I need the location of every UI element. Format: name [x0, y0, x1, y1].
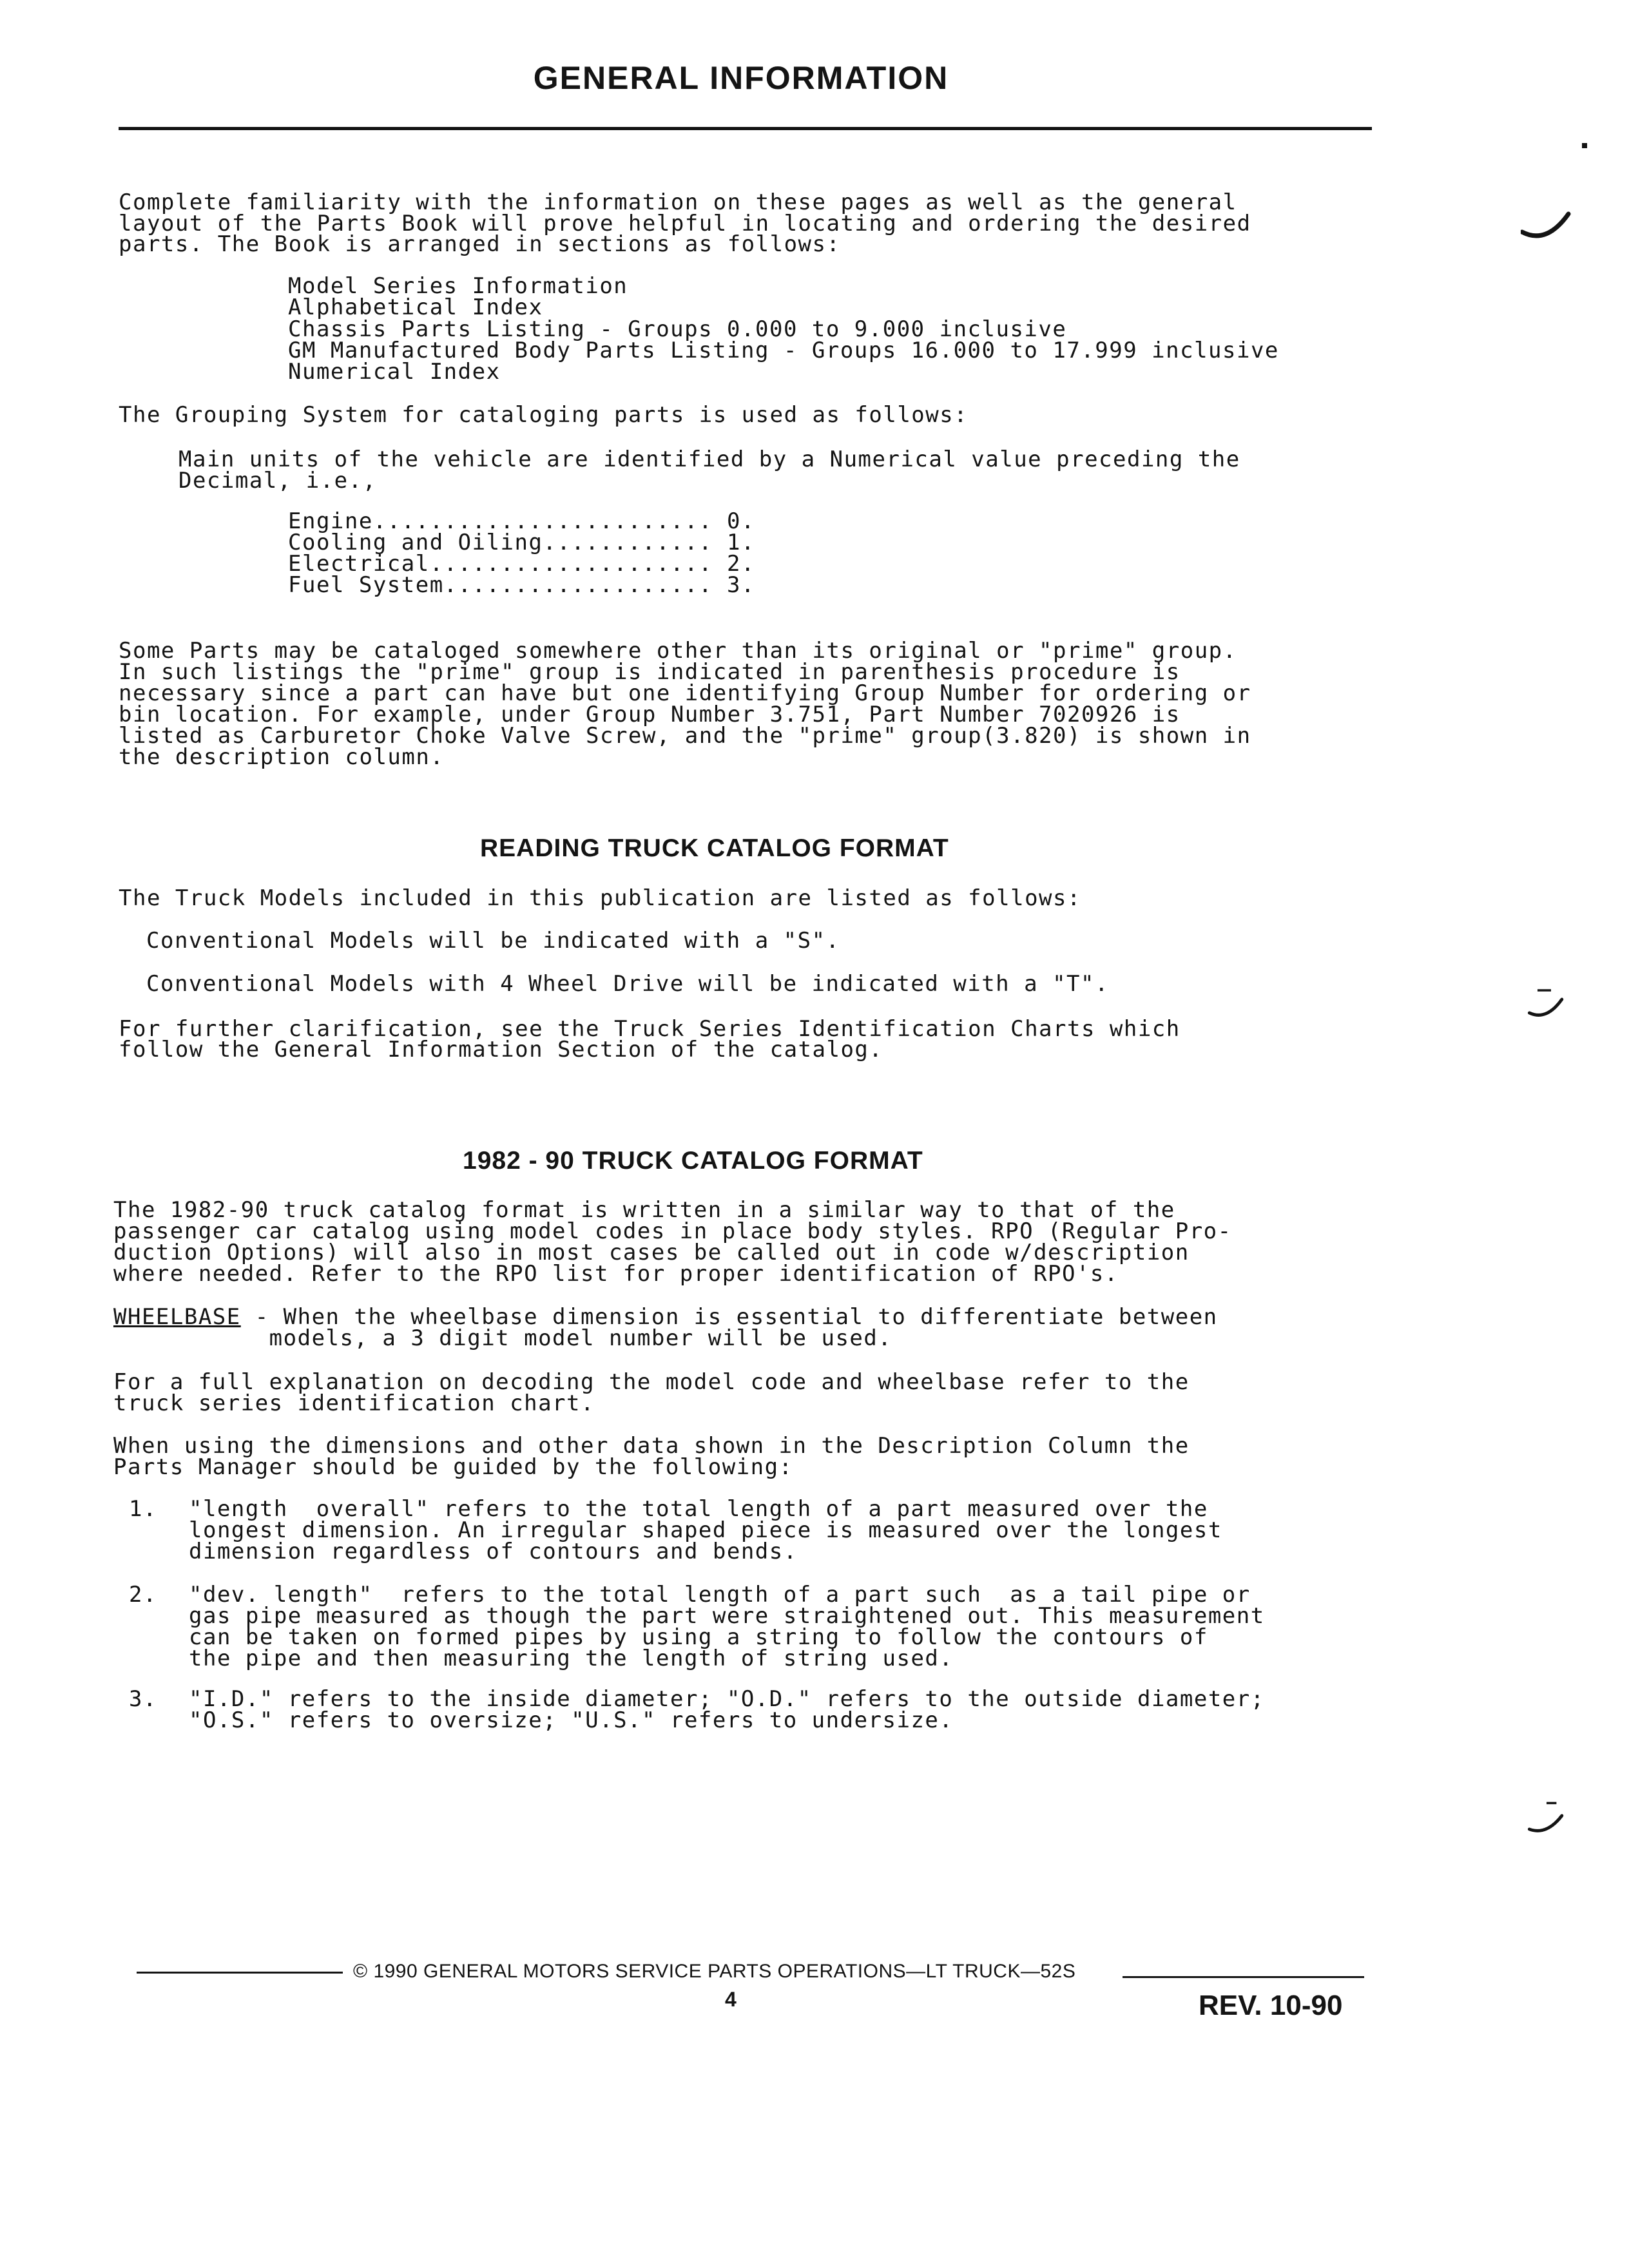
format-line-1: The 1982-90 truck catalog format is written in a similar way to that of the — [113, 1197, 1175, 1223]
dimensions-line-2: Parts Manager should be guided by the following: — [113, 1454, 793, 1480]
binder-mark-icon — [1521, 206, 1572, 251]
item-number: 1. — [129, 1496, 157, 1522]
section-item: Alphabetical Index — [288, 294, 543, 320]
format-line-4: where needed. Refer to the RPO list for proper identification of RPO's. — [113, 1261, 1119, 1287]
section-heading-1982: 1982 - 90 TRUCK CATALOG FORMAT — [463, 1147, 923, 1175]
main-units-line-2: Decimal, i.e., — [178, 468, 377, 494]
group-item-cooling: Cooling and Oiling............ 1. — [288, 530, 756, 555]
prime-line-3: necessary since a part can have but one identifying Group Number for ordering or — [119, 680, 1251, 706]
prime-line-2: In such listings the "prime" group is indicated in parenthesis procedure is — [119, 659, 1181, 685]
item-1-line-2: longest dimension. An irregular shaped piece is measured over the longest — [189, 1517, 1222, 1543]
wheelbase-label: WHEELBASE — [113, 1304, 241, 1330]
decoding-line-1: For a full explanation on decoding the model code and wheelbase refer to the — [113, 1369, 1190, 1395]
item-3-line-1: "I.D." refers to the inside diameter; "O.D." refers to the outside diameter; — [189, 1686, 1265, 1712]
prime-line-4: bin location. For example, under Group Number 3.751, Part Number 7020926 is — [119, 702, 1181, 727]
footer-rule-right — [1123, 1976, 1364, 1978]
models-line: The Truck Models included in this publication are listed as follows: — [119, 885, 1081, 911]
format-line-3: duction Options) will also in most cases be called out in code w/description — [113, 1240, 1190, 1265]
decoding-line-2: truck series identification chart. — [113, 1390, 595, 1416]
binder-mark-icon — [1521, 1798, 1572, 1843]
intro-line-2: layout of the Parts Book will prove helpful in locating and ordering the desired — [119, 211, 1251, 236]
prime-line-6: the description column. — [119, 744, 445, 770]
section-item: Numerical Index — [288, 359, 501, 385]
wheelbase-text-1: - When the wheelbase dimension is essential to differentiate between — [240, 1304, 1218, 1330]
item-3-line-2: "O.S." refers to oversize; "U.S." refers to undersize. — [189, 1707, 954, 1733]
grouping-line: The Grouping System for cataloging parts is used as follows: — [119, 402, 969, 428]
item-2-line-3: can be taken on formed pipes by using a string to follow the contours of — [189, 1624, 1208, 1650]
wheelbase-text-2: models, a 3 digit model number will be used. — [113, 1325, 892, 1351]
revision-label: REV. 10-90 — [1199, 1990, 1343, 2021]
clarification-line-2: follow the General Information Section of the catalog. — [119, 1037, 883, 1062]
prime-line-1: Some Parts may be cataloged somewhere other than its original or "prime" group. — [119, 638, 1237, 664]
intro-line-3: parts. The Book is arranged in sections as follows: — [119, 231, 841, 257]
clarification-line-1: For further clarification, see the Truck Series Identification Charts which — [119, 1016, 1181, 1042]
item-number: 3. — [129, 1686, 157, 1712]
group-item-engine: Engine........................ 0. — [288, 508, 756, 534]
prime-line-5: listed as Carburetor Choke Valve Screw, and the "prime" group(3.820) is shown in — [119, 723, 1251, 749]
section-heading-reading: READING TRUCK CATALOG FORMAT — [480, 834, 949, 862]
page-number: 4 — [725, 1988, 737, 2011]
footer-rule-left — [137, 1972, 343, 1974]
item-2-line-4: the pipe and then measuring the length of string used. — [189, 1646, 954, 1671]
section-item: Chassis Parts Listing - Groups 0.000 to 9.000 inclusive — [288, 316, 1067, 342]
dimensions-line-1: When using the dimensions and other data shown in the Description Column the — [113, 1433, 1190, 1459]
footer-copyright: © 1990 GENERAL MOTORS SERVICE PARTS OPERATIONS—LT TRUCK—52S — [353, 1961, 1076, 1982]
item-1-line-1: "length overall" refers to the total length of a part measured over the — [189, 1496, 1208, 1522]
item-2-line-1: "dev. length" refers to the total length of a part such as a tail pipe or — [189, 1582, 1251, 1608]
group-item-electrical: Electrical.................... 2. — [288, 551, 756, 577]
section-item: GM Manufactured Body Parts Listing - Groups 16.000 to 17.999 inclusive — [288, 338, 1279, 363]
format-line-2: passenger car catalog using model codes in place body styles. RPO (Regular Pro- — [113, 1218, 1232, 1244]
title-rule — [119, 127, 1372, 130]
section-item: Model Series Information — [288, 273, 628, 299]
wheelbase-row — [113, 1306, 1218, 1328]
conventional-s-line: Conventional Models will be indicated with a "S". — [146, 928, 840, 954]
binder-mark-icon — [1521, 986, 1572, 1031]
main-units-line-1: Main units of the vehicle are identified by a Numerical value preceding the — [178, 447, 1240, 472]
group-item-fuel: Fuel System................... 3. — [288, 572, 756, 598]
item-1-line-3: dimension regardless of contours and bends. — [189, 1539, 798, 1564]
page-title: GENERAL INFORMATION — [533, 60, 949, 96]
binder-dot — [1582, 143, 1587, 148]
intro-line-1: Complete familiarity with the information on these pages as well as the general — [119, 189, 1237, 215]
item-2-line-2: gas pipe measured as though the part were straightened out. This measurement — [189, 1603, 1265, 1629]
conventional-t-line: Conventional Models with 4 Wheel Drive will be indicated with a "T". — [146, 971, 1109, 997]
item-number: 2. — [129, 1582, 157, 1608]
